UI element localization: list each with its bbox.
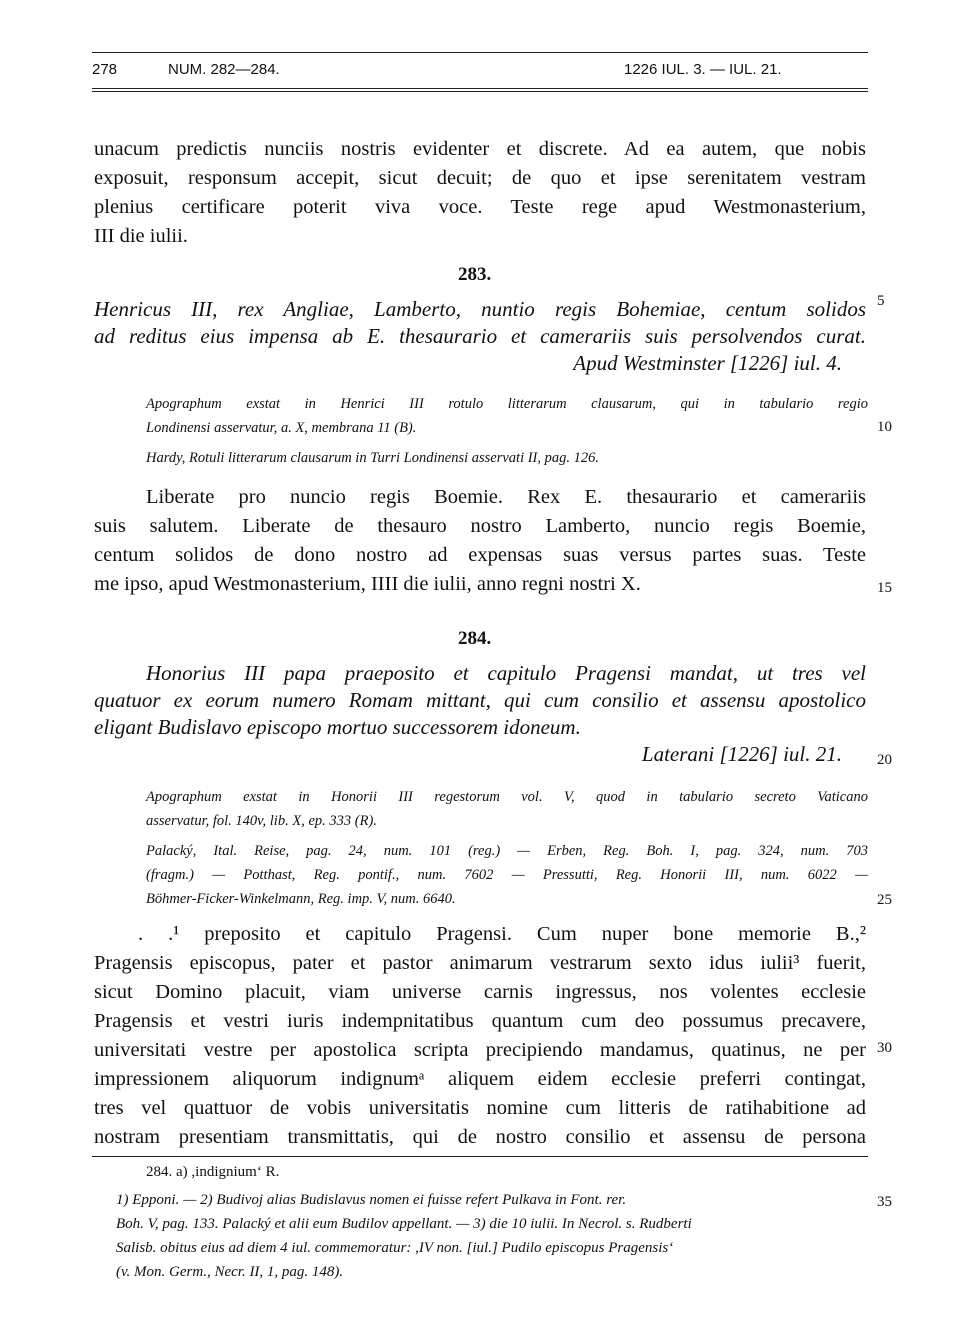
text-line: centum solidos de dono nostro ad expensas suas versus partes suas. Teste [94,544,866,566]
doc283-number: 283. [458,264,492,285]
text-line: Pragensis episcopus, pater et pastor animarum vestrarum sexto idus iulii³ fuerit, [94,952,866,974]
running-header [92,58,868,84]
regest-line: ad reditus eius impensa ab E. thesaurario et camerariis suis persolvendos curat. [94,324,866,348]
regest-line: eligant Budislavo episcopo mortuo successorem idoneum. [94,715,581,739]
doc283-regest [94,296,866,377]
text-line: me ipso, apud Westmonasterium, IIII die iulii, anno regni nostri X. [94,573,641,595]
section-label: NUM. 282—284. [168,61,280,78]
note-line: Palacký, Ital. Reise, pag. 24, num. 101 (reg.) — Erben, Reg. Boh. I, pag. 324, num. 703 [146,843,868,859]
margin-line-number: 35 [877,1194,892,1210]
doc284-notes [146,785,868,911]
footnote-rule [92,1156,868,1157]
variant-note [146,1160,898,1184]
regest-line: Honorius III papa praeposito et capitulo Pragensi mandat, ut tres vel [146,661,866,685]
footnote-line: 1) Epponi. — 2) Budivoj alias Budislavus nomen ei fuisse refert Pulkava in Font. rer. [116,1192,627,1208]
header-bottom-rule-2 [92,91,868,92]
date-range: 1226 IUL. 3. — IUL. 21. [624,61,782,78]
margin-line-number: 25 [877,892,892,908]
doc284-text [94,920,866,1152]
note-line: asservatur, fol. 140v, lib. X, ep. 333 (R). [146,813,377,829]
note-line: Böhmer-Ficker-Winkelmann, Reg. imp. V, num. 6640. [146,891,456,907]
regest-line: quatuor ex eorum numero Romam mittant, qui cum consilio et assensu apostolico [94,688,866,712]
note-line: Hardy, Rotuli litterarum clausarum in Turri Londinensi asservati II, pag. 126. [146,450,600,466]
footnotes [116,1188,868,1284]
text-line: impressionem aliquorum indignumᵃ aliquem eidem ecclesie preferri contingat, [94,1068,866,1090]
doc283-text [94,483,866,599]
text-line: exposuit, responsum accepit, sicut decuit; de quo et ipse serenitatem vestram [94,167,866,189]
text-line: universitati vestre per apostolica scripta precipiendo mandamus, quatinus, ne per [94,1039,866,1061]
doc283-notes [146,392,868,470]
note-line: (fragm.) — Potthast, Reg. pontif., num. 7602 — Pressutti, Reg. Honorii III, num. 6022 — [146,867,868,883]
note-line: Apographum exstat in Honorii III regestorum vol. V, quod in tabulario secreto Vaticano [146,789,868,805]
text-line: Pragensis et vestri iuris indempnitatibus quantum cum deo possumus precavere, [94,1010,866,1032]
text-line: nostram presentiam transmittatis, qui de nostro consilio et assensu de persona [94,1126,866,1148]
text-line: tres vel quattuor de vobis universitatis nomine cum litteris de ratihabitione ad [94,1097,866,1119]
doc284-regest [94,660,866,768]
text-line: suis salutem. Liberate de thesauro nostro Lamberto, nuncio regis Boemie, [94,515,866,537]
variant-line: 284. a) ,indignium‘ R. [146,1164,280,1180]
margin-line-number: 15 [877,580,892,596]
page-number: 278 [92,61,118,78]
regest-line: Henricus III, rex Angliae, Lamberto, nuntio regis Bohemiae, centum solidos [94,297,866,321]
note-line: Londinensi asservatur, a. X, membrana 11 (B). [146,420,417,436]
doc284-number: 284. [458,628,492,649]
margin-line-number: 10 [877,419,892,435]
text-line: . .¹ preposito et capitulo Pragensi. Cum nuper bone memorie B.,² [138,923,866,945]
margin-line-number: 5 [877,293,885,309]
regest-date: Apud Westminster [1226] iul. 4. [573,351,842,375]
text-line: unacum predictis nunciis nostris evidenter et discrete. Ad ea autem, que nobis [94,138,866,160]
note-line: Apographum exstat in Henrici III rotulo litterarum clausarum, qui in tabulario regio [146,396,868,412]
footnote-line: (v. Mon. Germ., Necr. II, 1, pag. 148). [116,1264,344,1280]
text-line: Liberate pro nuncio regis Boemie. Rex E. thesaurario et camerariis [146,486,866,508]
regest-date: Laterani [1226] iul. 21. [641,742,842,766]
header-bottom-rule [92,88,868,89]
text-line: sicut Domino placuit, viam universe carnis ingressus, nos volentes ecclesie [94,981,866,1003]
footnote-line: Salisb. obitus eius ad diem 4 iul. commemoratur: ,IV non. [iul.] Pudilo episcopus Pragensis‘ [116,1240,674,1256]
footnote-line: Boh. V, pag. 133. Palacký et alii eum Budilov appellant. — 3) die 10 iulii. In Necrol. s. Rudberti [116,1216,692,1232]
header-top-rule [92,52,868,53]
text-line: III die iulii. [94,225,188,247]
doc282-text [94,135,866,251]
text-line: plenius certificare poterit viva voce. Teste rege apud Westmonasterium, [94,196,866,218]
margin-line-number: 30 [877,1040,892,1056]
margin-line-number: 20 [877,752,892,768]
